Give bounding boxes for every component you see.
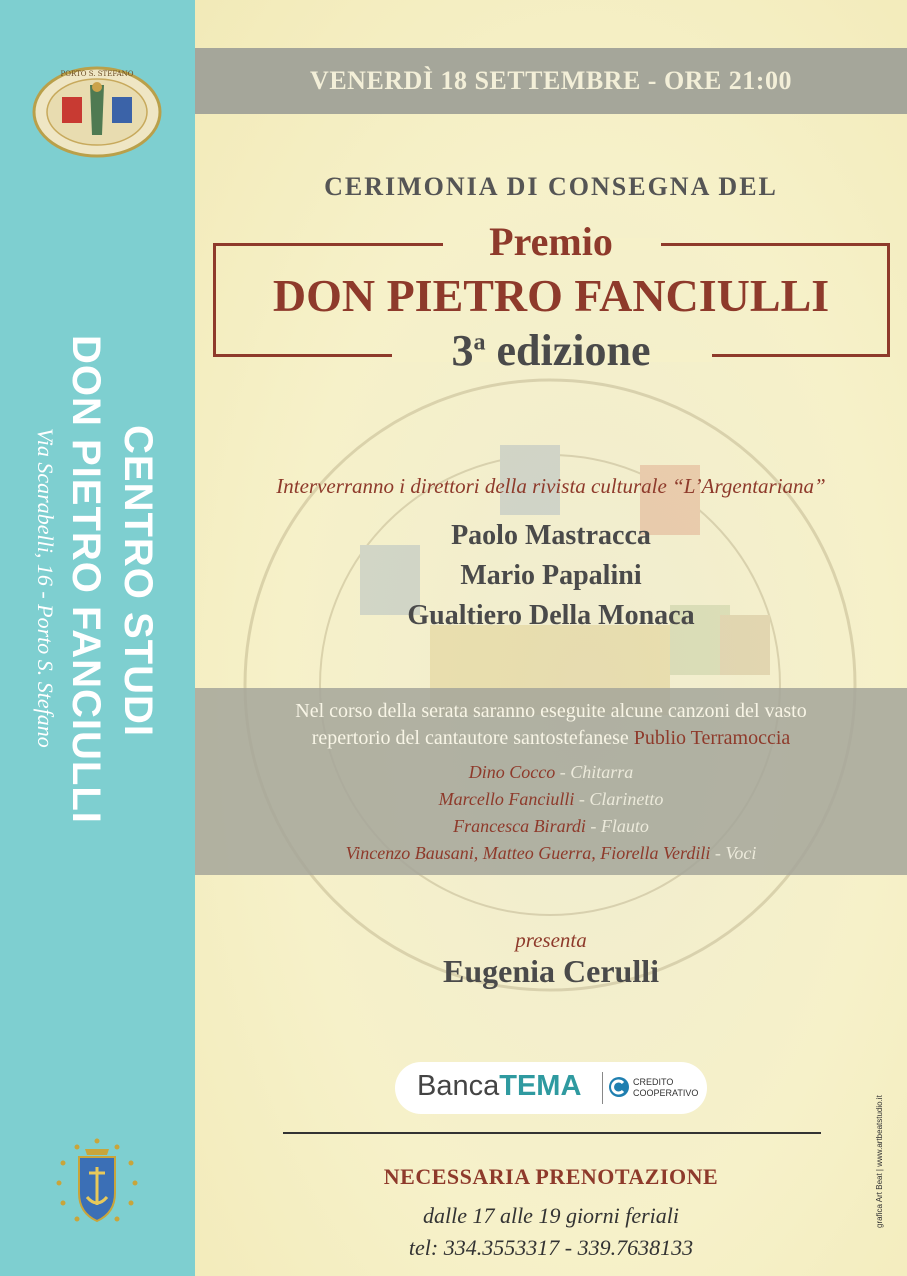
performer-name: Francesca Birardi bbox=[453, 816, 586, 836]
centro-studi-crest-icon bbox=[30, 65, 165, 160]
performer-row bbox=[195, 816, 907, 837]
sponsor-subtitle bbox=[633, 1077, 698, 1099]
booking-title: NECESSARIA PRENOTAZIONE bbox=[383, 1164, 719, 1189]
sponsor-badge bbox=[395, 1062, 707, 1114]
design-credit-text: grafica Art Beat | www.artbeatstudio.it bbox=[875, 1095, 884, 1228]
ceremony-intro: CERIMONIA DI CONSEGNA DEL bbox=[324, 172, 778, 201]
prize-title: Premio bbox=[489, 219, 613, 264]
watermark-seal-icon bbox=[230, 365, 870, 1005]
edition-word: edizione bbox=[496, 326, 651, 375]
speakers-intro: Interverranno i direttori della rivista culturale “L’Argentariana” bbox=[276, 474, 826, 498]
music-line2 bbox=[195, 727, 907, 750]
host-label: presenta bbox=[515, 928, 587, 952]
edition-label bbox=[195, 325, 907, 376]
svg-text:PORTO S. STEFANO: PORTO S. STEFANO bbox=[60, 70, 134, 78]
music-line2-prefix: repertorio del cantautore santostefanese bbox=[311, 727, 629, 749]
performer-role: - Chitarra bbox=[559, 762, 634, 782]
speaker-name: Mario Papalini bbox=[460, 560, 642, 591]
performer-row bbox=[195, 843, 907, 864]
performer-row bbox=[195, 762, 907, 783]
credito-cooperativo-logo-icon bbox=[608, 1076, 630, 1098]
booking-hours: dalle 17 alle 19 giorni feriali bbox=[422, 1203, 680, 1228]
sponsor-divider bbox=[602, 1072, 603, 1104]
performer-row bbox=[195, 789, 907, 810]
event-date-time: VENERDÌ 18 SETTEMBRE - ORE 21:00 bbox=[310, 66, 792, 95]
sponsor-sub-line2: COOPERATIVO bbox=[633, 1088, 699, 1098]
music-line1: Nel corso della serata saranno eseguite alcune canzoni del vasto bbox=[295, 700, 807, 722]
songwriter-name: Publio Terramoccia bbox=[633, 727, 791, 749]
speaker-name: Gualtiero Della Monaca bbox=[407, 600, 695, 631]
anchor-coat-of-arms-icon bbox=[55, 1135, 140, 1230]
performer-role: - Voci bbox=[714, 843, 757, 863]
sidebar: PORTO S. STEFANO CENTRO STUDI DON PIETRO FANCIULLI Via Scarabelli, 16 - Porto S. Stefano bbox=[0, 0, 195, 1276]
edition-superscript: a bbox=[473, 329, 486, 356]
performer-role: - Flauto bbox=[590, 816, 649, 836]
performer-name: Dino Cocco bbox=[468, 762, 556, 782]
sponsor-name bbox=[417, 1070, 581, 1103]
speaker-name: Paolo Mastracca bbox=[451, 520, 651, 551]
performer-name: Vincenzo Bausani, Matteo Guerra, Fiorella Verdili bbox=[345, 843, 711, 863]
host-name: Eugenia Cerulli bbox=[442, 953, 659, 989]
edition-number: 3 bbox=[451, 326, 474, 375]
date-banner bbox=[195, 48, 907, 114]
sponsor-name-prefix: Banca bbox=[417, 1070, 500, 1102]
performer-name: Marcello Fanciulli bbox=[438, 789, 575, 809]
sponsor-sub-line1: CREDITO bbox=[633, 1077, 674, 1087]
performer-role: - Clarinetto bbox=[578, 789, 664, 809]
sponsor-name-bold: TEMA bbox=[499, 1070, 582, 1102]
prize-name: DON PIETRO FANCIULLI bbox=[272, 270, 830, 321]
booking-phone: tel: 334.3553317 - 339.7638133 bbox=[408, 1235, 694, 1260]
divider-line bbox=[283, 1132, 821, 1134]
